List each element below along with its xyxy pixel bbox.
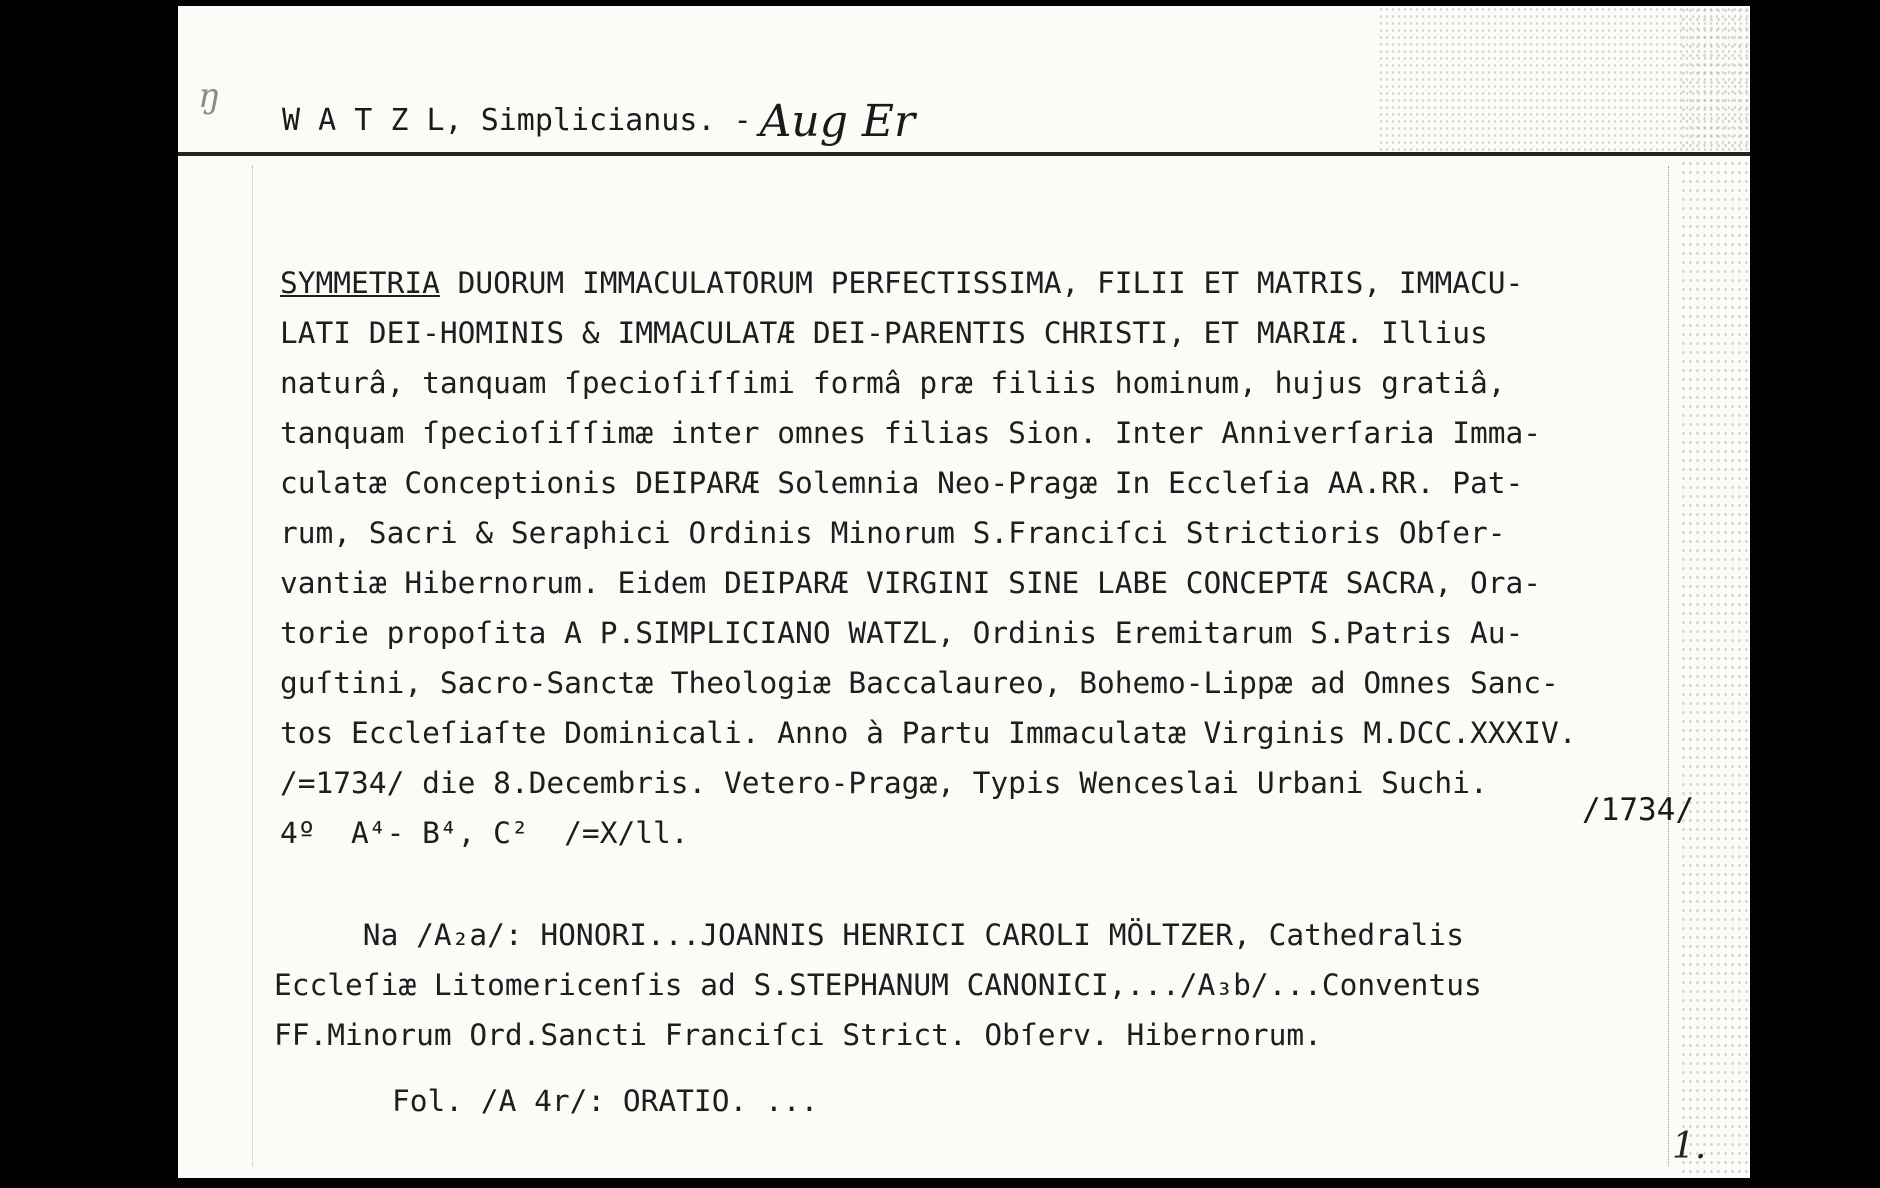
left-margin-guide — [252, 166, 253, 1166]
body-line: DUORUM IMMACULATORUM PERFECTISSIMA, FILII ET MATRIS, IMMACU- — [439, 266, 1524, 300]
body-line: culatæ Conceptionis DEIPARÆ Solemnia Neo-Pragæ In Eccleſia AA.RR. Pat- — [280, 466, 1524, 500]
body-line: naturâ, tanquam ſpecioſiſſimi formâ præ filiis hominum, hujus gratiâ, — [280, 366, 1506, 400]
handwritten-annotation: Aug Er — [759, 96, 916, 147]
body-line: rum, Sacri & Seraphici Ordinis Minorum S.Franciſci Strictioris Obſer- — [280, 516, 1506, 550]
collation-line: 4º A⁴- B⁴, C² /=X/ll. — [280, 816, 689, 850]
body-line: /=1734/ die 8.Decembris. Vetero-Pragæ, Typis Wenceslai Urbani Suchi. — [280, 766, 1488, 800]
folio-note: Fol. /A 4r/: ORATIO. ... — [392, 1084, 819, 1118]
header-dash: - — [733, 103, 752, 138]
body-line: tos Eccleſiaſte Dominicali. Anno à Partu Immaculatæ Virginis M.DCC.XXXIV. — [280, 716, 1577, 750]
header-rule — [178, 152, 1750, 156]
body-line: guſtini, Sacro-Sanctæ Theologiæ Baccalaureo, Bohemo-Lippæ ad Omnes Sanc- — [280, 666, 1559, 700]
note-line: FF.Minorum Ord.Sancti Franciſci Strict. Obſerv. Hibernorum. — [274, 1018, 1322, 1052]
title-description — [280, 258, 1720, 858]
edge-mark: ŋ — [198, 76, 220, 116]
author-surname: W A T Z L, — [282, 103, 463, 138]
body-line: tanquam ſpecioſiſſimæ inter omnes filias Sion. Inter Anniverſaria Imma- — [280, 416, 1541, 450]
contents-note — [274, 910, 1734, 1060]
body-line: vantiæ Hibernorum. Eidem DEIPARÆ VIRGINI SINE LABE CONCEPTÆ SACRA, Ora- — [280, 566, 1541, 600]
author-given-name: Simplicianus. — [480, 103, 716, 138]
catalog-card — [178, 6, 1750, 1178]
shelf-mark: /1734/ — [1582, 792, 1694, 828]
page-number: 1. — [1672, 1126, 1707, 1167]
body-line: LATI DEI-HOMINIS & IMMACULATÆ DEI-PARENTIS CHRISTI, ET MARIÆ. Illius — [280, 316, 1488, 350]
title-word: SYMMETRIA — [280, 266, 440, 300]
body-line: torie propoſita A P.SIMPLICIANO WATZL, Ordinis Eremitarum S.Patris Au- — [280, 616, 1524, 650]
note-line: Na /A₂a/: HONORI...JOANNIS HENRICI CAROLI MÖLTZER, Cathedralis — [274, 918, 1464, 952]
note-line: Eccleſiæ Litomericenſis ad S.STEPHANUM CANONICI,.../A₃b/...Conventus — [274, 968, 1482, 1002]
card-header — [282, 90, 916, 147]
